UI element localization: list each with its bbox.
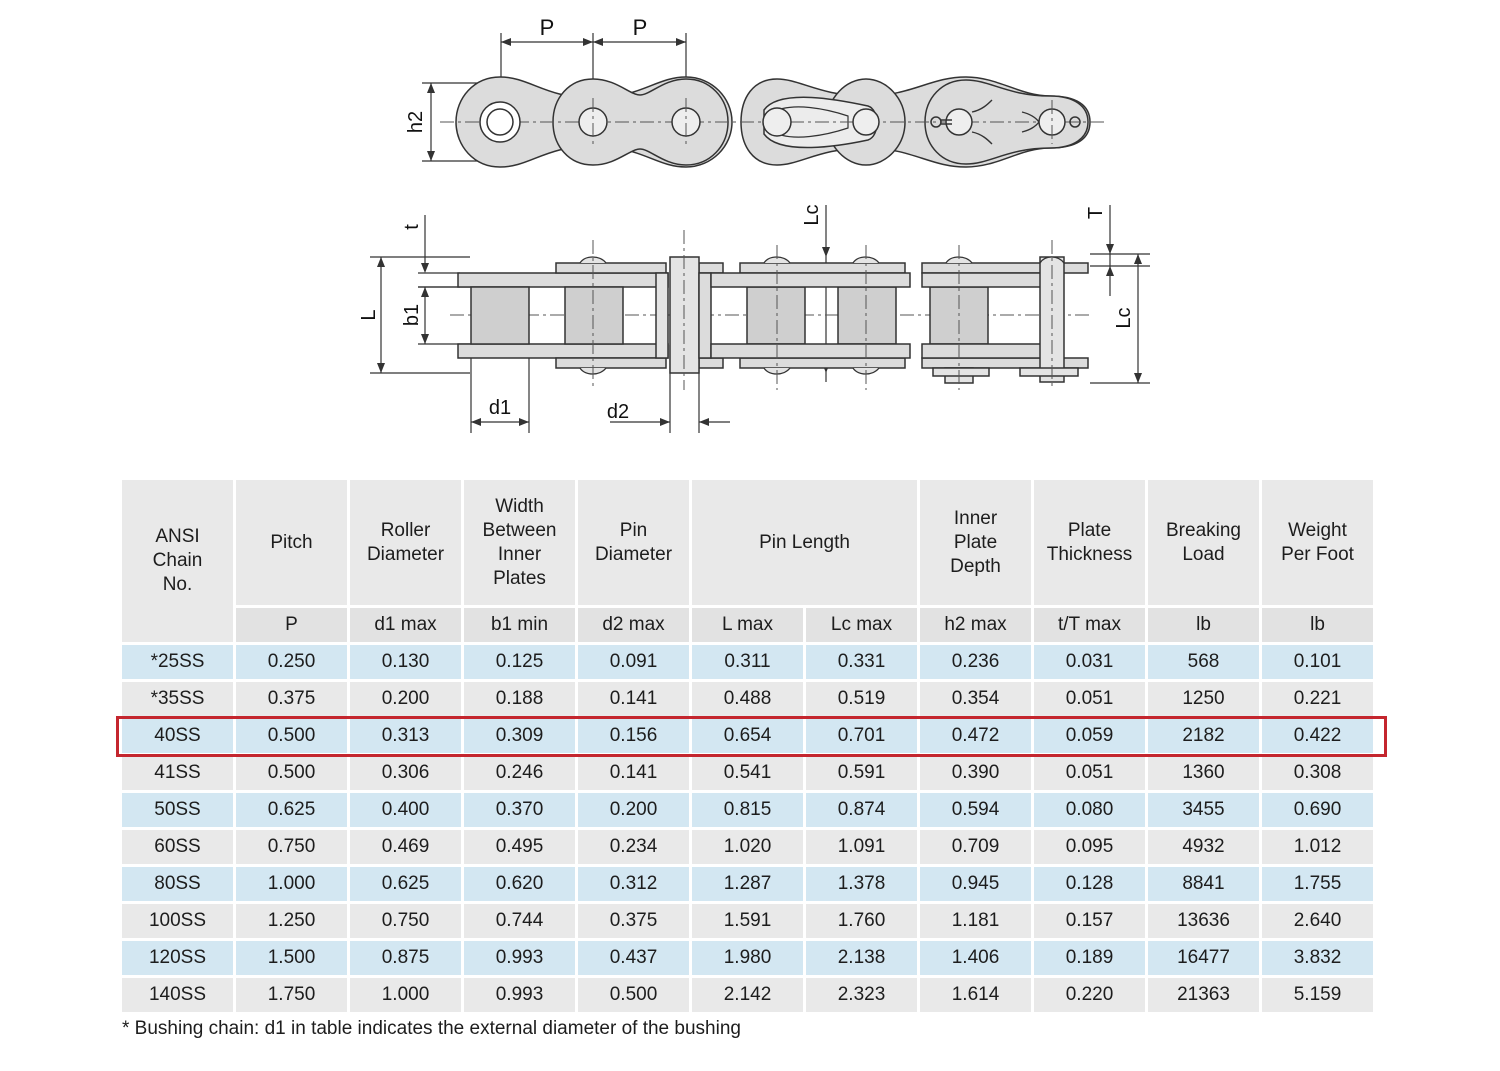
header-roller-diameter: Roller Diameter	[350, 480, 461, 605]
value-cell: 0.620	[464, 867, 575, 901]
value-cell: 5.159	[1262, 978, 1373, 1012]
value-cell: 0.500	[578, 978, 689, 1012]
value-cell: 2.640	[1262, 904, 1373, 938]
b1-label: b1	[401, 303, 423, 327]
value-cell: 1.020	[692, 830, 803, 864]
value-cell: 0.625	[350, 867, 461, 901]
value-cell: 0.500	[236, 756, 347, 790]
value-cell: 2182	[1148, 719, 1259, 753]
value-cell: 0.189	[1034, 941, 1145, 975]
table-row	[122, 645, 1373, 679]
value-cell: 0.188	[464, 682, 575, 716]
value-cell: 0.375	[578, 904, 689, 938]
value-cell: 4932	[1148, 830, 1259, 864]
T-label: T	[1085, 206, 1107, 220]
value-cell: 1.000	[350, 978, 461, 1012]
chain-no-cell: 41SS	[122, 756, 233, 790]
value-cell: 0.101	[1262, 645, 1373, 679]
value-cell: 0.654	[692, 719, 803, 753]
chain-top-view	[405, 15, 1105, 167]
d2-label: d2	[606, 401, 630, 423]
value-cell: 0.375	[236, 682, 347, 716]
value-cell: 0.701	[806, 719, 917, 753]
table-row	[122, 682, 1373, 716]
value-cell: 1.760	[806, 904, 917, 938]
pitch-label-2: P	[632, 15, 648, 40]
value-cell: 13636	[1148, 904, 1259, 938]
subheader-cell: h2 max	[920, 608, 1031, 642]
footnote: * Bushing chain: d1 in table indicates the external diameter of the bushing	[122, 1018, 741, 1039]
value-cell: 0.246	[464, 756, 575, 790]
value-cell: 0.095	[1034, 830, 1145, 864]
subheader-cell: lb	[1148, 608, 1259, 642]
table-row	[122, 941, 1373, 975]
table-row	[122, 830, 1373, 864]
value-cell: 0.945	[920, 867, 1031, 901]
value-cell: 0.875	[350, 941, 461, 975]
value-cell: 1.181	[920, 904, 1031, 938]
subheader-row	[122, 608, 1373, 642]
value-cell: 0.519	[806, 682, 917, 716]
table-row	[122, 867, 1373, 901]
value-cell: 0.156	[578, 719, 689, 753]
subheader-cell: L max	[692, 608, 803, 642]
table-row	[122, 793, 1373, 827]
value-cell: 0.750	[236, 830, 347, 864]
value-cell: 0.500	[236, 719, 347, 753]
subheader-cell: b1 min	[464, 608, 575, 642]
value-cell: 0.220	[1034, 978, 1145, 1012]
value-cell: 0.709	[920, 830, 1031, 864]
header-breaking-load: Breaking Load	[1148, 480, 1259, 605]
value-cell: 0.591	[806, 756, 917, 790]
subheader-cell: d1 max	[350, 608, 461, 642]
value-cell: 0.469	[350, 830, 461, 864]
highlight-box-40ss	[116, 716, 1387, 757]
value-cell: 568	[1148, 645, 1259, 679]
value-cell: 0.200	[578, 793, 689, 827]
value-cell: 0.594	[920, 793, 1031, 827]
value-cell: 16477	[1148, 941, 1259, 975]
value-cell: 0.400	[350, 793, 461, 827]
value-cell: 0.141	[578, 756, 689, 790]
header-pin-diameter: Pin Diameter	[578, 480, 689, 605]
subheader-cell: lb	[1262, 608, 1373, 642]
value-cell: 21363	[1148, 978, 1259, 1012]
value-cell: 0.874	[806, 793, 917, 827]
header-plate-thickness: Plate Thickness	[1034, 480, 1145, 605]
value-cell: 1.614	[920, 978, 1031, 1012]
d1-label: d1	[488, 397, 512, 419]
value-cell: 2.323	[806, 978, 917, 1012]
chain-no-cell: *35SS	[122, 682, 233, 716]
value-cell: 0.993	[464, 978, 575, 1012]
chain-no-cell: 50SS	[122, 793, 233, 827]
subheader-cell: t/T max	[1034, 608, 1145, 642]
value-cell: 0.744	[464, 904, 575, 938]
value-cell: 1.378	[806, 867, 917, 901]
chain-no-cell: 120SS	[122, 941, 233, 975]
value-cell: 0.308	[1262, 756, 1373, 790]
chain-no-cell: 80SS	[122, 867, 233, 901]
value-cell: 0.370	[464, 793, 575, 827]
table-row	[122, 756, 1373, 790]
subheader-cell: Lc max	[806, 608, 917, 642]
header-width-between-inner-plates: Width Between Inner Plates	[464, 480, 575, 605]
value-cell: 0.541	[692, 756, 803, 790]
subheader-cell: d2 max	[578, 608, 689, 642]
value-cell: 1.091	[806, 830, 917, 864]
value-cell: 1.591	[692, 904, 803, 938]
chain-no-cell: 40SS	[122, 719, 233, 753]
value-cell: 0.750	[350, 904, 461, 938]
subheader-cell: P	[236, 608, 347, 642]
value-cell: 0.128	[1034, 867, 1145, 901]
value-cell: 0.422	[1262, 719, 1373, 753]
value-cell: 0.354	[920, 682, 1031, 716]
value-cell: 0.690	[1262, 793, 1373, 827]
value-cell: 0.309	[464, 719, 575, 753]
value-cell: 1.250	[236, 904, 347, 938]
value-cell: 0.390	[920, 756, 1031, 790]
value-cell: 0.091	[578, 645, 689, 679]
header-pin-length: Pin Length	[692, 480, 917, 605]
value-cell: 1.755	[1262, 867, 1373, 901]
value-cell: 0.157	[1034, 904, 1145, 938]
value-cell: 0.437	[578, 941, 689, 975]
header-inner-plate-depth: Inner Plate Depth	[920, 480, 1031, 605]
header-row	[122, 480, 1373, 605]
header-ansi-chain-no: ANSI Chain No.	[122, 480, 233, 642]
value-cell: 0.234	[578, 830, 689, 864]
value-cell: 0.125	[464, 645, 575, 679]
value-cell: 0.221	[1262, 682, 1373, 716]
value-cell: 0.313	[350, 719, 461, 753]
table-row	[122, 978, 1373, 1012]
value-cell: 0.130	[350, 645, 461, 679]
value-cell: 1.500	[236, 941, 347, 975]
value-cell: 1.406	[920, 941, 1031, 975]
value-cell: 8841	[1148, 867, 1259, 901]
value-cell: 0.495	[464, 830, 575, 864]
header-pitch: Pitch	[236, 480, 347, 605]
value-cell: 1.287	[692, 867, 803, 901]
header-weight-per-foot: Weight Per Foot	[1262, 480, 1373, 605]
h2-label: h2	[405, 110, 427, 134]
value-cell: 0.051	[1034, 756, 1145, 790]
value-cell: 0.031	[1034, 645, 1145, 679]
table-body	[122, 645, 1373, 1012]
value-cell: 2.138	[806, 941, 917, 975]
value-cell: 1.012	[1262, 830, 1373, 864]
value-cell: 0.051	[1034, 682, 1145, 716]
chain-no-cell: 100SS	[122, 904, 233, 938]
value-cell: 0.312	[578, 867, 689, 901]
value-cell: 0.993	[464, 941, 575, 975]
L-label: L	[358, 309, 380, 321]
value-cell: 1.750	[236, 978, 347, 1012]
value-cell: 0.236	[920, 645, 1031, 679]
value-cell: 0.250	[236, 645, 347, 679]
Lc-top-label: Lc	[801, 204, 823, 226]
value-cell: 0.472	[920, 719, 1031, 753]
value-cell: 1250	[1148, 682, 1259, 716]
value-cell: 0.625	[236, 793, 347, 827]
value-cell: 0.080	[1034, 793, 1145, 827]
chain-no-cell: 140SS	[122, 978, 233, 1012]
value-cell: 0.815	[692, 793, 803, 827]
chain-no-cell: 60SS	[122, 830, 233, 864]
value-cell: 0.059	[1034, 719, 1145, 753]
value-cell: 2.142	[692, 978, 803, 1012]
value-cell: 3455	[1148, 793, 1259, 827]
value-cell: 0.331	[806, 645, 917, 679]
t-label: t	[401, 224, 423, 230]
chain-diagram	[0, 0, 1500, 470]
value-cell: 3.832	[1262, 941, 1373, 975]
value-cell: 0.306	[350, 756, 461, 790]
chain-side-view	[358, 204, 1150, 433]
chain-no-cell: *25SS	[122, 645, 233, 679]
value-cell: 1360	[1148, 756, 1259, 790]
pitch-label-1: P	[539, 15, 555, 40]
table-row	[122, 904, 1373, 938]
value-cell: 0.141	[578, 682, 689, 716]
value-cell: 0.311	[692, 645, 803, 679]
Lc-side-label: Lc	[1113, 307, 1135, 329]
value-cell: 1.000	[236, 867, 347, 901]
value-cell: 1.980	[692, 941, 803, 975]
value-cell: 0.200	[350, 682, 461, 716]
value-cell: 0.488	[692, 682, 803, 716]
